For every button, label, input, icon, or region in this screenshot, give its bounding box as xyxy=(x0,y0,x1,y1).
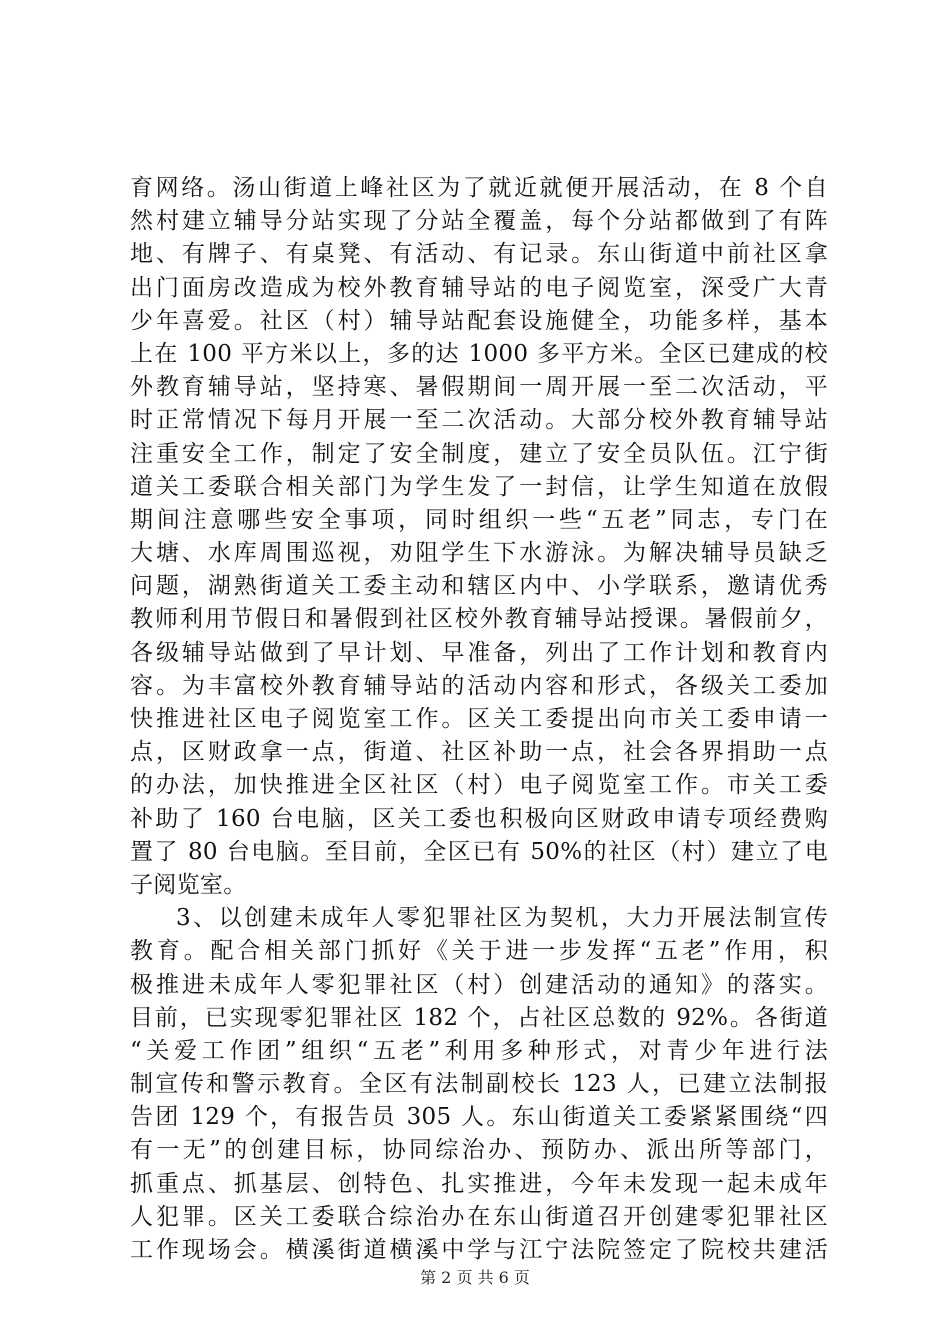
text-line: 抓重点、抓基层、创特色、扎实推进，今年未发现一起未成年 xyxy=(130,1170,828,1197)
text-line: 上在 100 平方米以上，多的达 1000 多平方米。全区已建成的校 xyxy=(130,340,828,367)
text-line: 少年喜爱。社区（村）辅导站配套设施健全，功能多样，基本 xyxy=(130,307,828,334)
text-line: 育网络。汤山街道上峰社区为了就近就便开展活动，在 8 个自 xyxy=(130,175,828,201)
text-line: 出门面房改造成为校外教育辅导站的电子阅览室，深受广大青 xyxy=(130,274,828,301)
text-line: 道关工委联合相关部门为学生发了一封信，让学生知道在放假 xyxy=(130,473,828,500)
text-line: 教师利用节假日和暑假到社区校外教育辅导站授课。暑假前夕， xyxy=(130,606,828,633)
text-line: 工作现场会。横溪街道横溪中学与江宁法院签定了院校共建活 xyxy=(130,1237,828,1263)
text-line: 容。为丰富校外教育辅导站的活动内容和形式，各级关工委加 xyxy=(130,672,828,699)
text-line: 置了 80 台电脑。至目前，全区已有 50%的社区（村）建立了电 xyxy=(130,838,828,865)
text-line: 期间注意哪些安全事项，同时组织一些“五老”同志，专门在 xyxy=(130,506,828,533)
text-line: 点，区财政拿一点，街道、社区补助一点，社会各界捐助一点 xyxy=(130,739,828,766)
text-line: 制宣传和警示教育。全区有法制副校长 123 人，已建立法制报 xyxy=(130,1071,828,1098)
text-line: 注重安全工作，制定了安全制度，建立了安全员队伍。江宁街 xyxy=(130,440,828,467)
text-line: 教育。配合相关部门抓好《关于进一步发挥“五老”作用，积 xyxy=(130,938,828,965)
text-line: 快推进社区电子阅览室工作。区关工委提出向市关工委申请一 xyxy=(130,706,828,732)
text-line: 补助了 160 台电脑，区关工委也积极向区财政申请专项经费购 xyxy=(130,805,828,832)
text-line: 然村建立辅导分站实现了分站全覆盖，每个分站都做到了有阵 xyxy=(130,208,828,235)
text-line: 地、有牌子、有桌凳、有活动、有记录。东山街道中前社区拿 xyxy=(130,241,828,268)
text-line: 目前，已实现零犯罪社区 182 个，占社区总数的 92%。各街道 xyxy=(130,1004,828,1031)
text-line: “关爱工作团”组织“五老”利用多种形式，对青少年进行法 xyxy=(130,1037,828,1064)
text-line: 告团 129 个，有报告员 305 人。东山街道关工委紧紧围绕“四 xyxy=(130,1104,828,1131)
body-text xyxy=(130,172,828,1267)
text-line: 各级辅导站做到了早计划、早准备，列出了工作计划和教育内 xyxy=(130,639,828,666)
page-number-footer: 第 2 页 共 6 页 xyxy=(420,1268,530,1287)
text-line: 的办法，加快推进全区社区（村）电子阅览室工作。市关工委 xyxy=(130,772,828,799)
text-line: 极推进未成年人零犯罪社区（村）创建活动的通知》的落实。 xyxy=(130,971,828,998)
section-heading-line: 3、以创建未成年人零犯罪社区为契机，大力开展法制宣传 xyxy=(176,905,828,932)
text-line: 外教育辅导站，坚持寒、暑假期间一周开展一至二次活动，平 xyxy=(130,374,828,401)
text-line: 子阅览室。 xyxy=(130,871,247,898)
text-line: 时正常情况下每月开展一至二次活动。大部分校外教育辅导站 xyxy=(130,407,828,434)
text-line: 大塘、水库周围巡视，劝阻学生下水游泳。为解决辅导员缺乏 xyxy=(130,540,828,567)
text-line: 问题，湖熟街道关工委主动和辖区内中、小学联系，邀请优秀 xyxy=(130,573,828,600)
text-line: 有一无”的创建目标，协同综治办、预防办、派出所等部门， xyxy=(130,1137,828,1164)
text-line: 人犯罪。区关工委联合综治办在东山街道召开创建零犯罪社区 xyxy=(130,1203,828,1230)
